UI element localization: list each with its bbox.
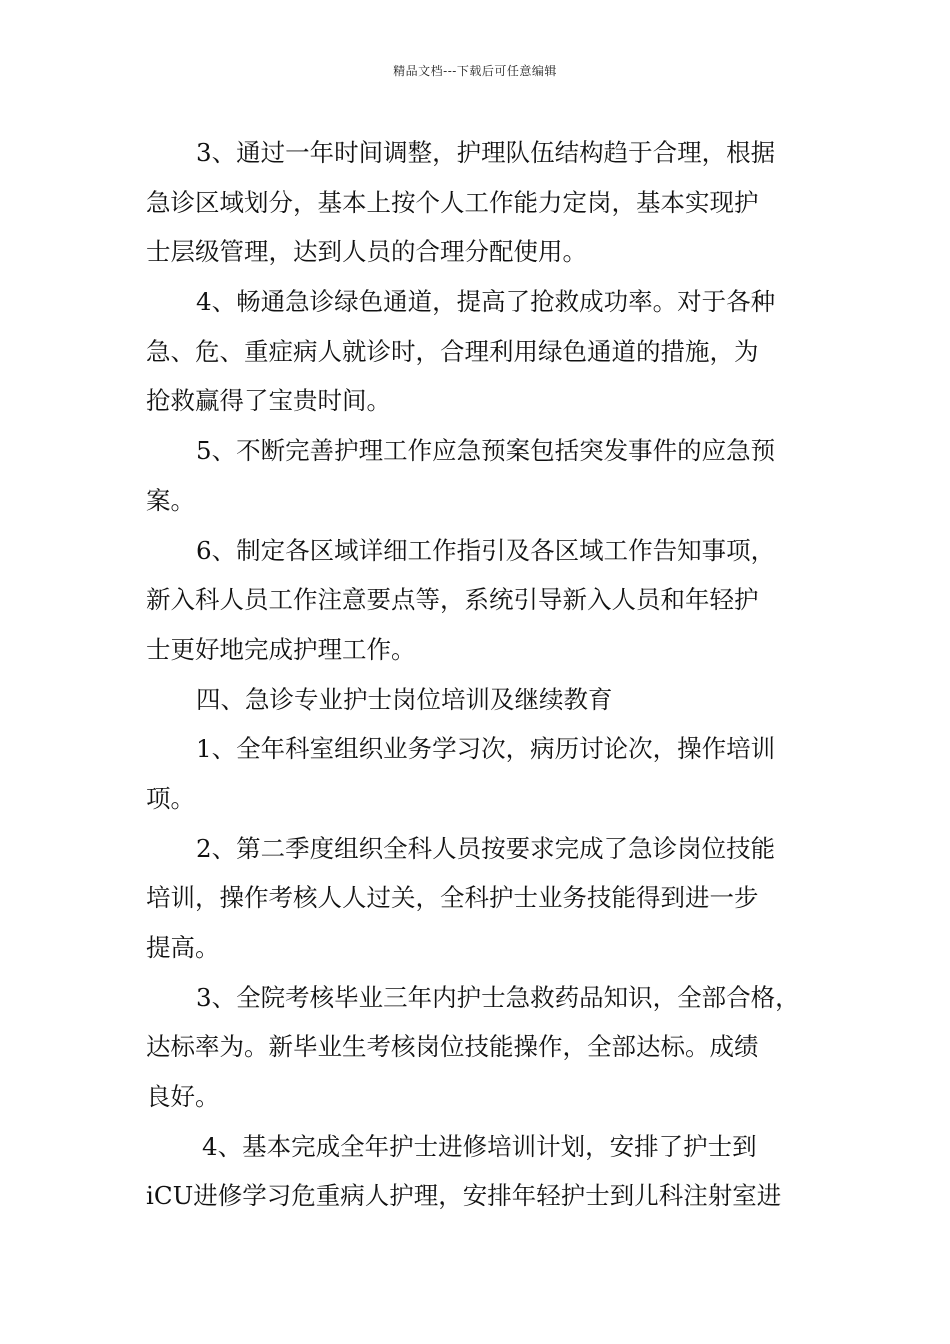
page-header: 精品文档---下载后可任意编辑 xyxy=(393,64,557,78)
text-line: iCU进修学习危重病人护理，安排年轻护士到儿科注射室进 xyxy=(146,1181,782,1211)
text-line: 2、第二季度组织全科人员按要求完成了急诊岗位技能 xyxy=(196,833,776,863)
text-line: 新入科人员工作注意要点等，系统引导新入人员和年轻护 xyxy=(146,585,759,615)
text-line: 1、全年科室组织业务学习次，病历讨论次，操作培训 xyxy=(196,734,776,764)
document-body xyxy=(146,128,816,1221)
text-line: 急、危、重症病人就诊时，合理利用绿色通道的措施，为 xyxy=(146,336,759,366)
text-line: 项。 xyxy=(146,783,195,813)
text-line: 培训，操作考核人人过关，全科护士业务技能得到进一步 xyxy=(146,883,759,913)
text-line: 四、急诊专业护士岗位培训及继续教育 xyxy=(196,684,613,714)
text-line: 3、全院考核毕业三年内护士急救药品知识，全部合格， xyxy=(196,982,800,1012)
text-line: 4、基本完成全年护士进修培训计划，安排了护士到 xyxy=(202,1131,757,1161)
text-line: 6、制定各区域详细工作指引及各区域工作告知事项， xyxy=(196,535,776,565)
text-line: 提高。 xyxy=(146,933,220,962)
text-line: 士更好地完成护理工作。 xyxy=(146,634,416,664)
text-line: 4、畅通急诊绿色通道，提高了抢救成功率。对于各种 xyxy=(196,287,776,317)
text-line: 良好。 xyxy=(146,1082,220,1112)
text-line: 士层级管理，达到人员的合理分配使用。 xyxy=(146,237,587,267)
text-line: 达标率为。新毕业生考核岗位技能操作，全部达标。成绩 xyxy=(146,1032,759,1062)
text-line: 案。 xyxy=(146,485,195,515)
text-line: 急诊区域划分，基本上按个人工作能力定岗，基本实现护 xyxy=(146,187,759,217)
text-line: 3、通过一年时间调整，护理队伍结构趋于合理，根据 xyxy=(196,138,776,167)
text-line: 抢救赢得了宝贵时间。 xyxy=(146,386,391,416)
text-line: 5、不断完善护理工作应急预案包括突发事件的应急预 xyxy=(196,436,776,466)
